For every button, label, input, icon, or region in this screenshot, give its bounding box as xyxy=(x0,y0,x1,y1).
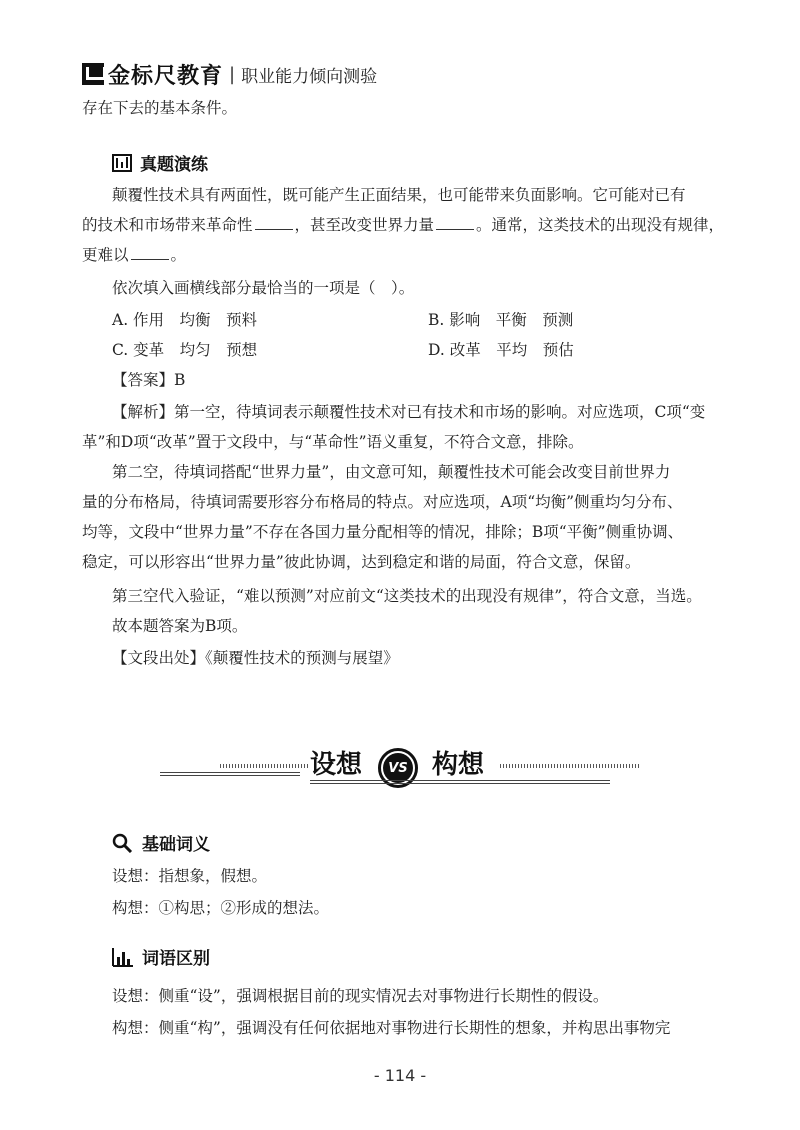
analysis-line-2: 革”和D项“改革”置于文段中，与“革命性”语义重复，不符合文意，排除。 xyxy=(82,433,584,451)
question-prompt: 依次填入画横线部分最恰当的一项是（ ）。 xyxy=(112,279,415,297)
question-line-2 xyxy=(82,215,724,235)
bar-chart-icon xyxy=(112,947,134,967)
blank-2 xyxy=(436,216,474,230)
q2-text-b: ，甚至改变世界力量 xyxy=(294,216,435,234)
option-b: B. 影响 平衡 预测 xyxy=(428,311,574,329)
section2-title-text: 基础词义 xyxy=(142,835,210,855)
section-title-practice xyxy=(112,150,208,175)
analysis-line-4: 量的分布格局，待填词需要形容分布格局的特点。对应选项，A项“均衡”侧重均匀分布、 xyxy=(82,493,683,511)
section-title-text: 真题演练 xyxy=(140,155,208,175)
section-title-meaning xyxy=(112,830,210,855)
question-line-3 xyxy=(82,245,186,265)
vs-text: VS xyxy=(383,753,413,783)
option-a: A. 作用 均衡 预料 xyxy=(112,311,258,329)
difference-line-1: 设想：侧重“设”，强调根据目前的现实情况去对事物进行长期性的假设。 xyxy=(112,987,609,1005)
analysis-line-1: 【解析】第一空，待填词表示颠覆性技术对已有技术和市场的影响。对应选项，C项“变 xyxy=(112,403,706,421)
meaning-line-1: 设想：指想象，假想。 xyxy=(112,867,268,885)
intro-line: 存在下去的基本条件。 xyxy=(82,99,238,117)
analysis-line-7: 第三空代入验证，“难以预测”对应前文“这类技术的出现没有规律”，符合文意，当选。 xyxy=(112,587,702,605)
page-header xyxy=(82,60,377,88)
page-number: - 114 - xyxy=(373,1066,427,1085)
analysis-line-8: 故本题答案为B项。 xyxy=(112,617,248,635)
banner-rule-left xyxy=(160,772,300,776)
section3-title-text: 词语区别 xyxy=(142,949,210,969)
option-d: D. 改革 平均 预估 xyxy=(428,341,574,359)
source-line: 【文段出处】《颠覆性技术的预测与展望》 xyxy=(112,649,399,667)
banner-rule-bottom xyxy=(310,780,610,784)
brand-logo-icon xyxy=(82,63,104,85)
blank-3 xyxy=(131,246,169,260)
analysis-line-6: 稳定，可以形容出“世界力量”彼此协调，达到稳定和谐的局面，符合文意，保留。 xyxy=(82,553,641,571)
analysis-line-5: 均等，文段中“世界力量”不存在各国力量分配相等的情况，排除；B项“平衡”侧重协调、 xyxy=(82,523,684,541)
q2-text-c: 。通常，这类技术的出现没有规律， xyxy=(476,216,725,234)
brand-name: 金标尺教育 xyxy=(108,63,224,89)
q2-text-a: 的技术和市场带来革命性 xyxy=(82,216,253,234)
q3-text-a: 更难以 xyxy=(82,246,129,264)
meaning-line-2: 构想：①构思；②形成的想法。 xyxy=(112,899,330,917)
answer-line: 【答案】B xyxy=(112,371,186,389)
blank-1 xyxy=(255,216,293,230)
analysis-line-3: 第二空，待填词搭配“世界力量”，由文意可知，颠覆性技术可能会改变目前世界力 xyxy=(112,463,671,481)
banner-dots-right xyxy=(500,764,640,768)
difference-line-2: 构想：侧重“构”，强调没有任何依据地对事物进行长期性的想象，并构思出事物完 xyxy=(112,1019,671,1037)
header-subtitle: 职业能力倾向测验 xyxy=(241,66,378,87)
comparison-banner xyxy=(160,742,640,792)
banner-right-word: 构想 xyxy=(432,750,485,780)
q3-text-b: 。 xyxy=(170,246,187,264)
banner-left-word: 设想 xyxy=(310,750,363,780)
header-separator: | xyxy=(229,63,236,85)
magnifier-icon xyxy=(112,833,134,853)
banner-dots-left xyxy=(220,764,310,768)
equalizer-icon xyxy=(112,154,132,172)
section-title-difference xyxy=(112,944,210,969)
question-line-1: 颠覆性技术具有两面性，既可能产生正面结果，也可能带来负面影响。它可能对已有 xyxy=(112,186,686,204)
option-c: C. 变革 均匀 预想 xyxy=(112,341,258,359)
